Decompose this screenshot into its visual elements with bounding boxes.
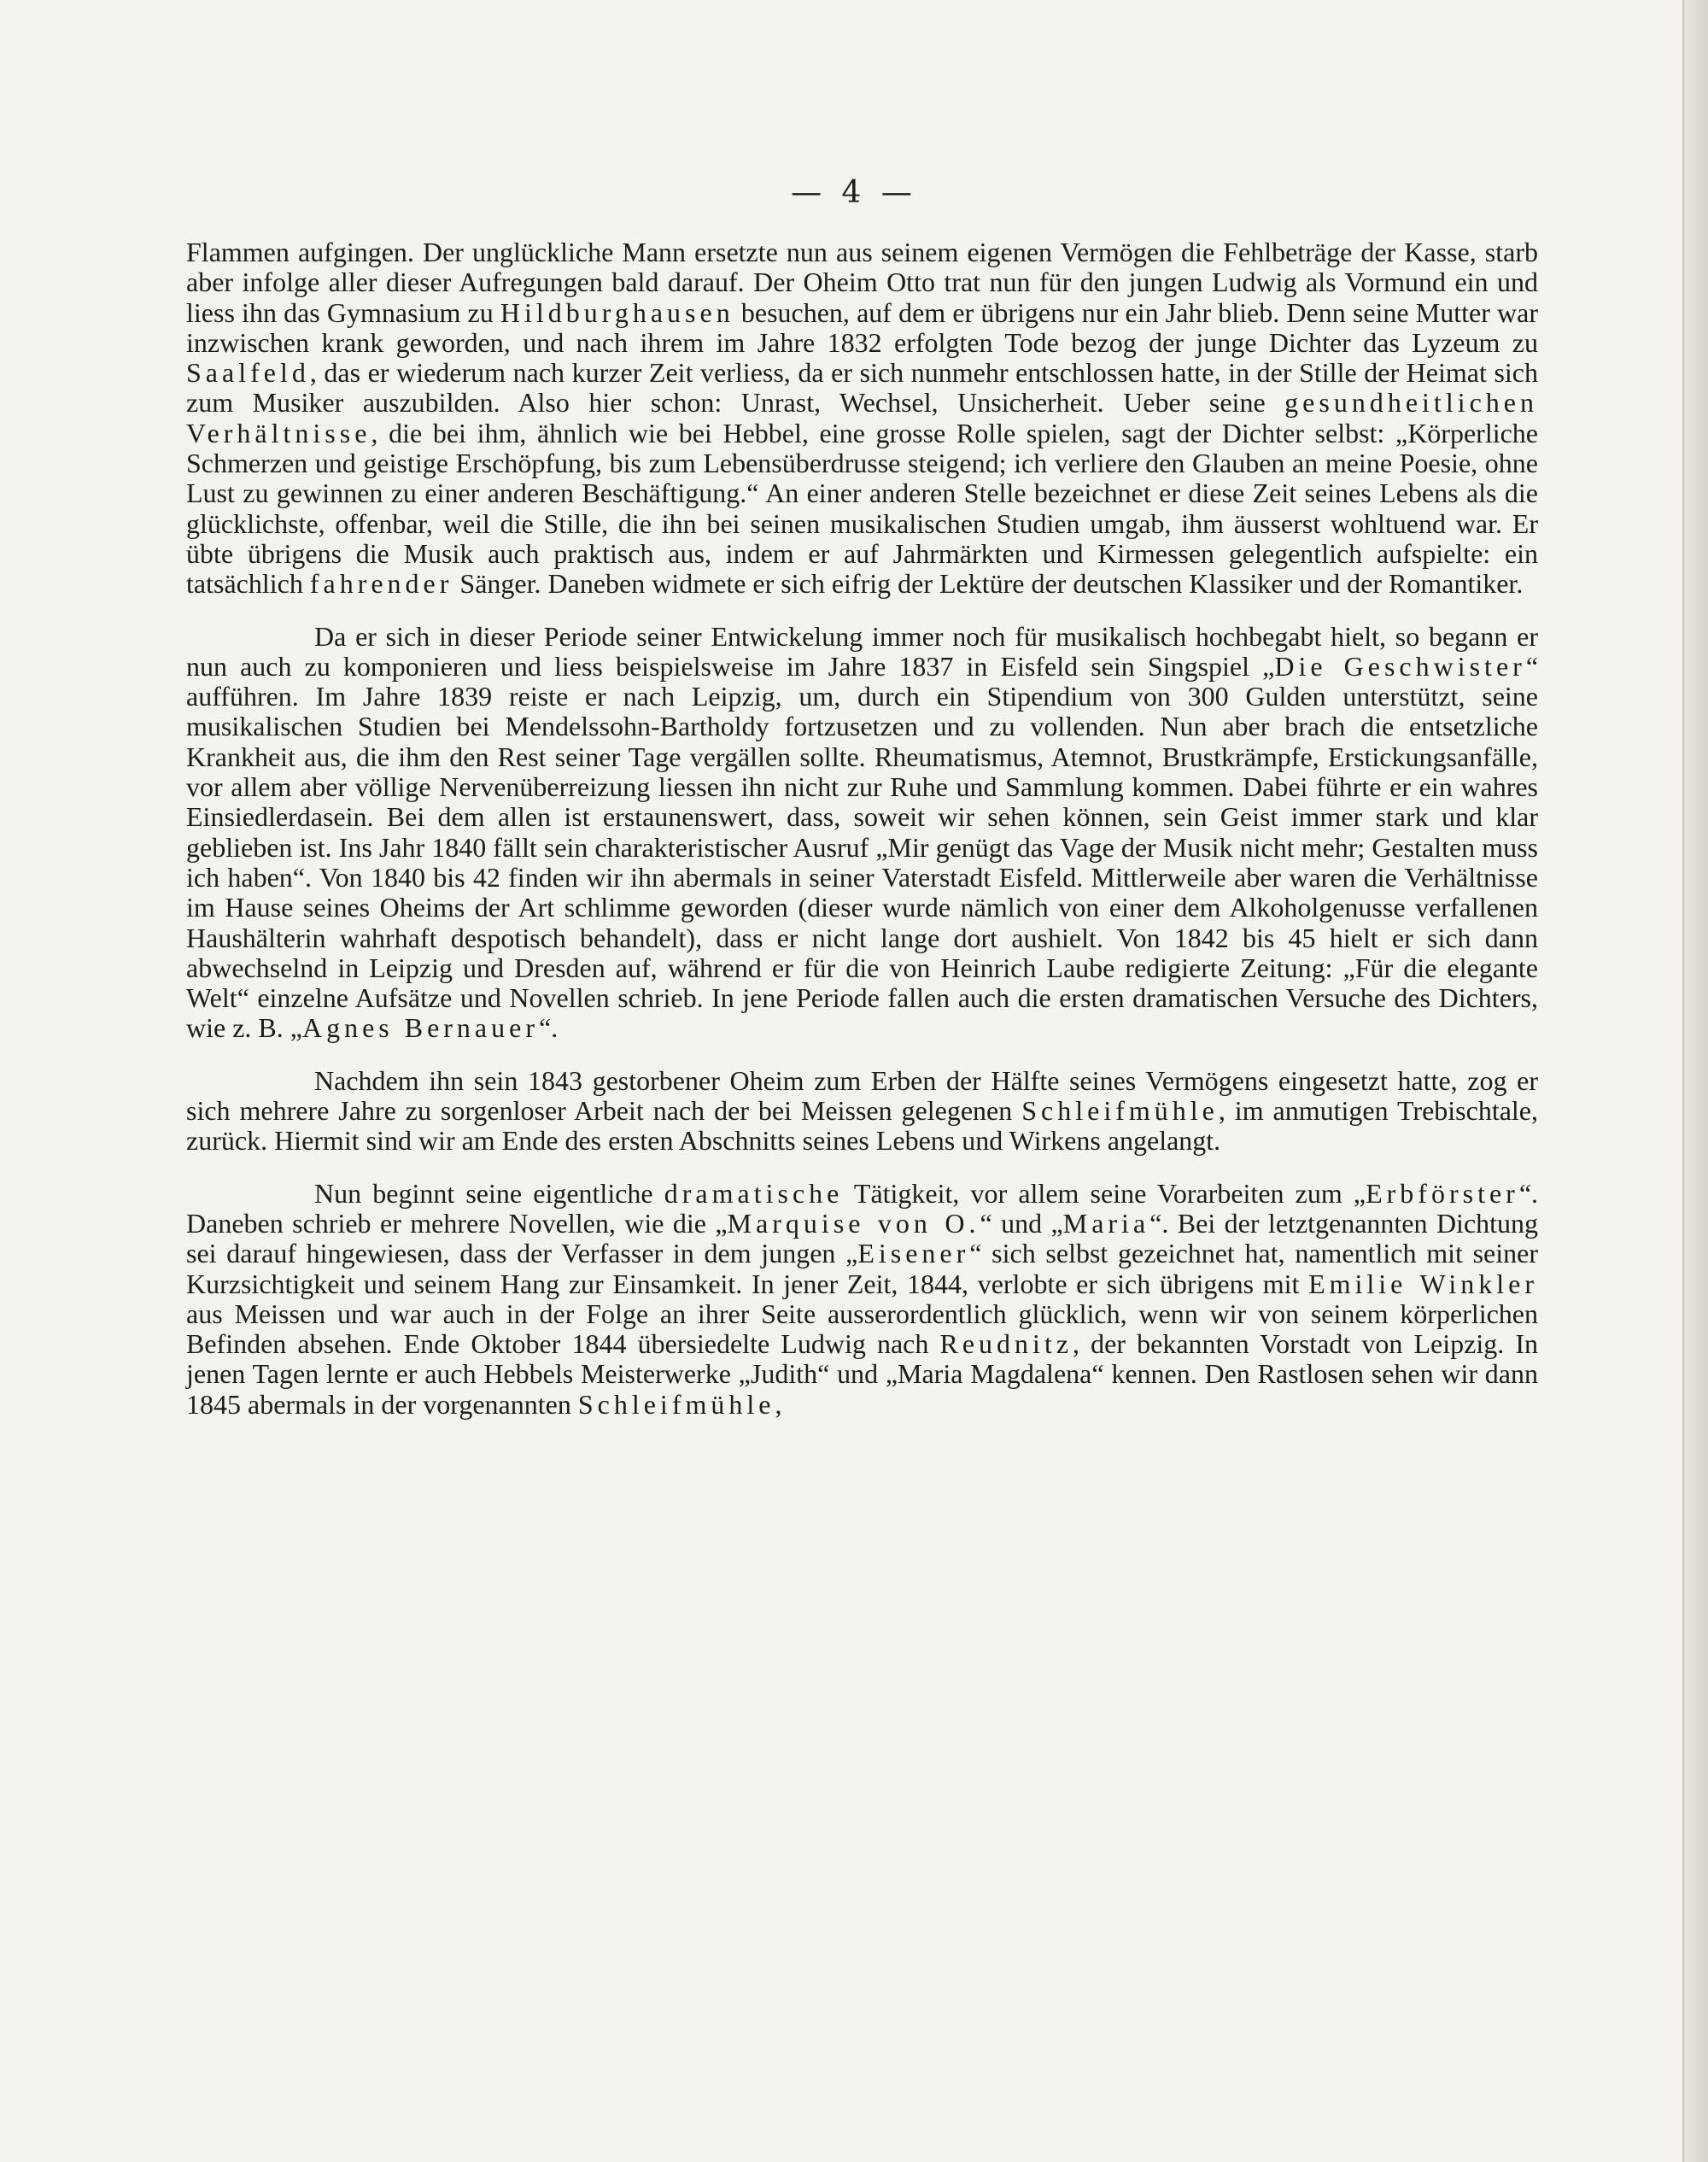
- body-text: [186, 237, 1538, 1420]
- spaced-emphasis: Saalfeld: [186, 357, 310, 389]
- text-run: Nachdem ihn sein 1843 gestorbener Oheim zum Erben der Hälfte seines Vermögens eingesetzt hatte, zog er sich mehrere Jahre zu sorgenloser Arbeit nach der bei Meissen gelegenen: [186, 1064, 1538, 1127]
- paragraph: [186, 237, 1538, 600]
- spaced-emphasis: dramatische: [664, 1177, 844, 1209]
- spaced-emphasis: Maria: [1062, 1207, 1150, 1239]
- spaced-emphasis: Marquise von O.: [727, 1207, 980, 1239]
- page-edge-shadow: [1682, 0, 1708, 2162]
- paragraph: [186, 1179, 1538, 1420]
- spaced-emphasis: Erbförster: [1366, 1177, 1519, 1209]
- text-run: , das er wiederum nach kurzer Zeit verliess, da er sich nunmehr entschlossen hatte, in der Stille der Heimat sich zum Musiker auszubilden. Also hier schon: Unrast, Wechsel, Unsicherheit. Ueber seine: [186, 357, 1538, 419]
- spaced-emphasis: gesundheitlichen Verhältnisse: [186, 387, 1538, 448]
- text-run: “.: [538, 1012, 559, 1044]
- text-run: Flammen aufgingen. Der unglückliche Mann ersetzte nun aus seinem eigenen Vermögen die Fehlbeträge der Kasse, starb aber infolge aller dieser Aufregungen bald darauf. Der Oheim Otto trat nun für den jungen Ludwig als Vormund ein und liess ihn das Gymnasium zu: [186, 237, 1538, 328]
- text-run: aus Meissen und war auch in der Folge an ihrer Seite ausserordentlich glücklich, wenn wir von seinem körperlichen Befinden absehen. Ende Oktober 1844 übersiedelte Ludwig nach: [186, 1298, 1538, 1360]
- text-run: “ und „: [980, 1207, 1063, 1239]
- text-run: ,: [775, 1388, 782, 1420]
- text-run: Nun beginnt seine eigentliche: [314, 1177, 664, 1209]
- text-run: besuchen, auf dem er übrigens nur ein Jahr blieb. Denn seine Mutter war inzwischen krank geworden, und nach ihrem im Jahre 1832 erfolgten Tode bezog der junge Dichter das Lyzeum zu: [186, 296, 1539, 358]
- spaced-emphasis: Die Geschwister: [1274, 650, 1526, 682]
- spaced-emphasis: Schleifmühle: [577, 1388, 775, 1420]
- text-run: “. Bei der letztgenannten Dichtung sei darauf hingewiesen, dass der Verfasser in dem jungen „: [186, 1207, 1539, 1269]
- text-run: Tätigkeit, vor allem seine Vorarbeiten zum „: [843, 1177, 1366, 1209]
- spaced-emphasis: Emilie Winkler: [1308, 1268, 1539, 1299]
- paragraph: [186, 622, 1538, 1044]
- text-run: , die bei ihm, ähnlich wie bei Hebbel, eine grosse Rolle spielen, sagt der Dichter selbst: „Körperliche Schmerzen und geistige Erschöpfung, bis zum Lebensüberdrusse steigend; ich verliere den Glauben an meine Poesie, ohne Lust zu gewinnen zu einer anderen Beschäftigung.“ An einer anderen Stelle bezeichnet er diese Zeit seines Lebens als die glücklichste, offenbar, weil die Stille, die ihn bei seinen musikalischen Studien umgab, ihm äusserst wohltuend war. Er übte übrigens die Musik auch praktisch aus, indem er auf Jahrmärkten und Kirmessen gelegentlich aufspielte: ein tatsächlich: [186, 417, 1538, 600]
- paragraph: [186, 1066, 1538, 1157]
- spaced-emphasis: Reudnitz: [939, 1328, 1073, 1360]
- page-number: — 4 —: [791, 175, 917, 210]
- text-run: “. Daneben schrieb er mehrere Novellen, wie die „: [186, 1177, 1539, 1239]
- spaced-emphasis: Agnes Bernauer: [301, 1012, 539, 1044]
- text-run: “ sich selbst gezeichnet hat, namentlich mit seiner Kurzsichtigkeit und seinem Hang zur Einsamkeit. In jener Zeit, 1844, verlobte er sich übrigens mit: [186, 1238, 1539, 1299]
- spaced-emphasis: fahrender: [309, 568, 453, 600]
- spaced-emphasis: Eisener: [857, 1238, 970, 1269]
- text-run: “ aufführen. Im Jahre 1839 reiste er nach Leipzig, um, durch ein Stipendium von 300 Gulden unterstützt, seine musikalischen Studien bei Mendelssohn-Bartholdy fortzusetzen und zu vollenden. Nun aber brach die entsetzliche Krankheit aus, die ihm den Rest seiner Tage vergällen sollte. Rheumatismus, Atemnot, Brustkrämpfe, Erstickungsanfälle, vor allem aber völlige Nervenüberreizung liessen ihn nicht zur Ruhe und Sammlung kommen. Dabei führte er ein wahres Einsiedlerdasein. Bei dem allen ist erstaunenswert, dass, soweit wir sehen können, sein Geist immer stark und klar geblieben ist. Ins Jahr 1840 fällt sein charakteristischer Ausruf „Mir genügt das Vage der Musik nicht mehr; Gestalten muss ich haben“. Von 1840 bis 42 finden wir ihn abermals in seiner Vaterstadt Eisfeld. Mittlerweile aber waren die Verhältnisse im Hause seines Oheims der Art schlimme geworden (dieser wurde nämlich von einer dem Alkoholgenusse verfallenen Haushälterin wahrhaft despotisch behandelt), dass er nicht lange dort aushielt. Von 1842 bis 45 hielt er sich dann abwechselnd in Leipzig und Dresden auf, während er für die von Heinrich Laube redigierte Zeitung: „Für die elegante Welt“ einzelne Aufsätze und Novellen schrieb. In jene Periode fallen auch die ersten dramatischen Versuche des Dichters, wie z. B. „: [186, 650, 1539, 1044]
- text-run: , der bekannten Vorstadt von Leipzig. In jenen Tagen lernte er auch Hebbels Meisterwerke „Judith“ und „Maria Magdalena“ kennen. Den Rastlosen sehen wir dann 1845 abermals in der vorgenannten: [186, 1328, 1539, 1420]
- text-run: Da er sich in dieser Periode seiner Entwickelung immer noch für musikalisch hochbegabt hielt, so begann er nun auch zu komponieren und liess beispielsweise im Jahre 1837 in Eisfeld sein Singspiel „: [186, 620, 1538, 682]
- spaced-emphasis: Hildburghausen: [500, 296, 734, 328]
- text-run: Sänger. Daneben widmete er sich eifrig der Lektüre der deutschen Klassiker und der Romantiker.: [453, 568, 1524, 600]
- text-run: , im anmutigen Trebischtale, zurück. Hiermit sind wir am Ende des ersten Abschnitts seines Lebens und Wirkens angelangt.: [186, 1095, 1539, 1157]
- spaced-emphasis: Schleifmühle: [1021, 1095, 1219, 1127]
